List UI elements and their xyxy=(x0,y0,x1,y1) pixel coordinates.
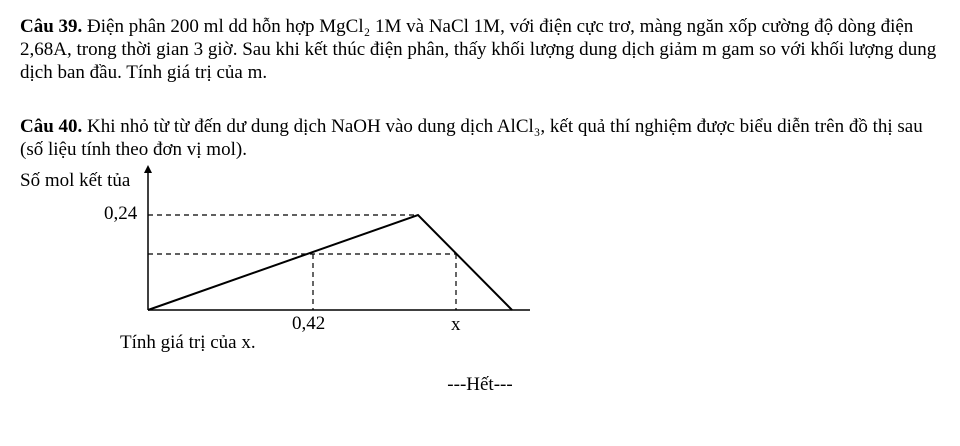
y-axis-label: Số mol kết tủa xyxy=(20,170,131,191)
end-mark: ---Hết--- xyxy=(447,374,513,395)
x-tick-label-042: 0,42 xyxy=(292,313,326,334)
graph-question: Tính giá trị của x. xyxy=(120,332,256,353)
precipitate-curve xyxy=(148,215,512,310)
question-39-text: Điện phân 200 ml dd hỗn hợp MgCl₂ 1M và NaCl 1M, với điện cực trơ, màng ngăn xốp cường độ dòng điện 2,68A, trong thời gian 3 giờ. Sau khi kết thúc điện phân, thấy khối lượng dung dịch giảm m gam so với khối lượng dung dịch ban đầu. Tính giá trị của m. xyxy=(20,16,937,83)
y-tick-label: 0,24 xyxy=(104,203,138,224)
question-40-text: Khi nhỏ từ từ đến dư dung dịch NaOH vào dung dịch AlCl₃, kết quả thí nghiệm được biểu diễn trên đồ thị sau (số liệu tính theo đơn vị mol). xyxy=(20,116,923,160)
question-39-label: Câu 39. xyxy=(20,16,83,37)
question-40-label: Câu 40. xyxy=(20,116,83,137)
x-tick-label-x: x xyxy=(451,314,461,335)
